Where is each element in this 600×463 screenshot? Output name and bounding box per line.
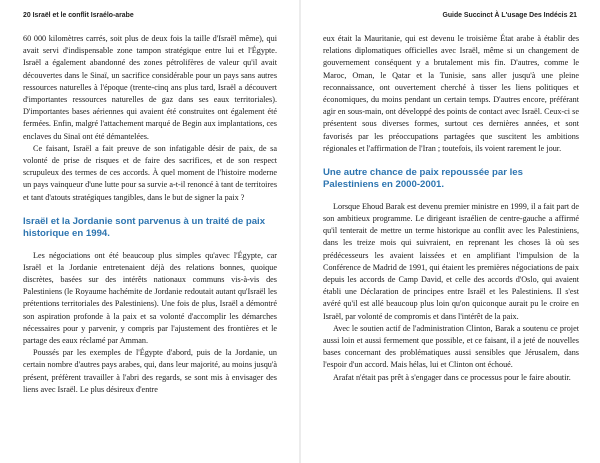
left-paragraph-4: Poussés par les exemples de l'Égypte d'abord, puis de la Jordanie, un certain nombre d'autres pays arabes, qui, dans leur majorité, au moins jusqu'à présent, préfèrent travailler à l'abri des regards, se sont mis à envisager des liens avec Israël. Le plus désireux d'entre xyxy=(23,348,277,394)
left-section-heading: Israël et la Jordanie sont parvenus à un traité de paix historique en 1994. xyxy=(23,215,266,240)
left-paragraph-2: Ce faisant, Israël a fait preuve de son infatigable désir de paix, de sa volonté de prise de risques et de faire des sacrifices, et de son respect scrupuleux des termes de ces accords. À quel moment de l'histoire moderne un pays vainqueur d'une lutte pour sa survie a-t-il renoncé à tant de territoires et tant d'atouts stratégiques tangibles, dans le but de signer la paix ? xyxy=(23,143,277,202)
right-paragraph-3: Avec le soutien actif de l'administration Clinton, Barak a soutenu ce projet aussi loin et aussi fermement que possible, et ce faisant, il a jeté de nouvelles bases concernant des problématiques aussi sensibles que Jérusalem, dans l'espoir d'un accord. Mais hélas, lui et Clinton ont échoué. xyxy=(323,323,579,370)
left-running-header: 20 Israël et le conflit Israélo-arabe xyxy=(23,12,134,19)
left-body-text xyxy=(23,33,277,396)
right-paragraph-4: Arafat n'était pas prêt à s'engager dans ce processus pour le faire aboutir. xyxy=(333,372,571,382)
right-paragraph-1: eux était la Mauritanie, qui est devenu le troisième État arabe à établir des relations diplomatiques officielles avec Israël, même si un changement de gouvernement conséquent y a brutalement mis fin. D'autres, comme le Maroc, Oman, le Qatar et la Tunisie, sans aller jusqu'à une pleine reconnaissance, ont ouvertement cherché à tisser les liens politiques et économiques, du moins pendant un certain temps. D'autres encore, préférant agir en sous-main, ont développé des points de contact avec Israël. Ceux-ci se présentent sous diverses formes, surtout ces dernières années, et sont favorisés par les préoccupations partagées que suscitent les ambitions régionales et l'affirmation de l'Iran ; toutefois, ils voient rarement le jour. xyxy=(323,34,579,153)
right-section-heading: Une autre chance de paix repoussée par les Palestiniens en 2000-2001. xyxy=(323,167,523,191)
left-paragraph-3: Les négociations ont été beaucoup plus simples qu'avec l'Égypte, car Israël et la Jordanie entretenaient déjà des relations bonnes, quoique discrètes, basées sur des intérêts nationaux communs vis-à-vis des Palestiniens (le Royaume hachémite de Jordanie redoutait autant qu'Israël les prétentions territoriales des Palestiniens). Une fois de plus, Israël a démontré son aspiration profonde à la paix et sa volonté d'accomplir les démarches nécessaires pour y parvenir, y compris par l'ajustement des frontières et le partage des eaux réclamé par Amman. xyxy=(23,250,277,346)
right-running-header: Guide Succinct À L'usage Des Indécis 21 xyxy=(442,12,577,19)
right-body-text xyxy=(323,33,579,384)
left-paragraph-1: 60 000 kilomètres carrés, soit plus de deux fois la taille d'Israël même), qui avait servi d'indispensable zone tampon stratégique entre lui et l'Égypte. Israël a également abandonné des zones pétrolifères de valeur qu'il avait découvertes dans le Sinaï, un sacrifice considérable pour un pays sans autres ressources naturelles à l'époque (trente-cinq ans plus tard, Israël a découvert d'importantes ressources naturelles de gaz dans ses eaux territoriales). D'importantes bases aériennes qui avaient été construites ont également été fermées. Enfin, malgré l'attachement marqué de Begin aux implantations, ces enclaves du Sinaï ont été démantelées. xyxy=(23,34,277,141)
right-paragraph-2: Lorsque Ehoud Barak est devenu premier ministre en 1999, il a fait part de son ambitieux programme. Le dirigeant israélien de centre-gauche a affirmé qu'il tenterait de mettre un terme historique au conflit avec les Palestiniens, dans les treize mois qui suivraient, en reprenant les choses là où ses prédécesseurs les avaient laissées et en amplifiant l'impulsion de la Conférence de Madrid de 1991, qui étaient les premières négociations de paix depuis les accords de Camp David, et celle des accords d'Oslo, qui avaient établi une Déclaration de principes entre Israël et les Palestiniens. Il s'est avéré qu'il est allé beaucoup plus loin qu'on quiconque aurait pu le croire en Israël, par volonté de compromis et dans l'intérêt de la paix. xyxy=(323,201,579,321)
right-page xyxy=(300,0,600,463)
